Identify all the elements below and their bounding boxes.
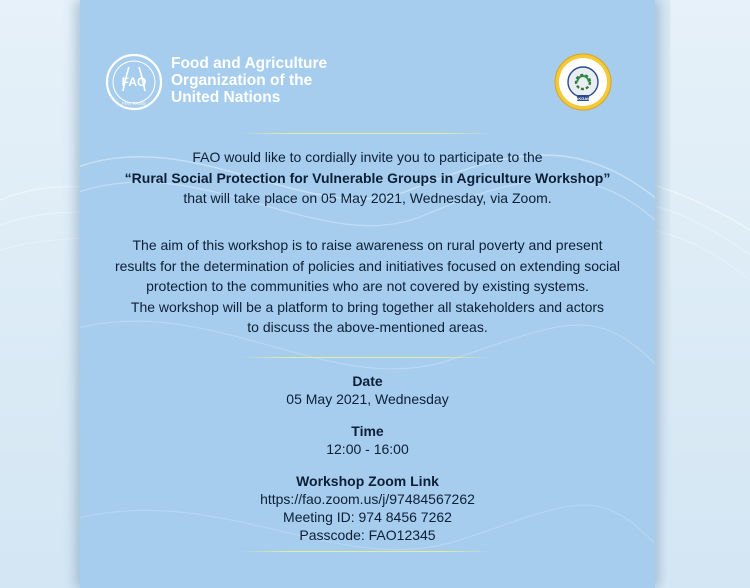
svg-text:AKGAM: AKGAM — [575, 96, 591, 101]
zoom-link-url[interactable]: https://fao.zoom.us/j/97484567262 — [260, 491, 475, 507]
aim-line-2: results for the determination of policies and initiatives focused on extending social — [114, 257, 621, 274]
invitation-line-3: that will take place on 05 May 2021, Wednesday, via Zoom. — [183, 190, 552, 206]
svg-text:FIAT PANIS: FIAT PANIS — [122, 101, 146, 106]
separator-middle — [240, 357, 492, 358]
org-name-line-2: Organization of the — [171, 72, 313, 89]
separator-bottom — [240, 551, 492, 552]
org-name-line-3: United Nations — [171, 89, 281, 106]
date-label: Date — [352, 373, 383, 389]
workshop-title: “Rural Social Protection for Vulnerable Groups in Agriculture Workshop” — [124, 169, 611, 186]
org-name-line-1: Food and Agriculture — [171, 55, 328, 72]
fao-logo — [105, 53, 163, 111]
passcode: Passcode: FAO12345 — [299, 527, 436, 543]
right-background-panel — [670, 0, 750, 588]
meeting-id: Meeting ID: 974 8456 7262 — [283, 509, 452, 525]
left-background-panel — [0, 0, 80, 588]
invitation-text — [80, 147, 655, 209]
svg-text:FAO: FAO — [121, 75, 147, 89]
separator-top — [240, 133, 492, 134]
organization-name — [171, 55, 327, 106]
ankara-university-logo — [553, 52, 613, 112]
date-section — [80, 372, 655, 408]
aim-line-3: protection to the communities who are not covered by existing systems. — [146, 278, 589, 294]
time-section — [80, 422, 655, 458]
aim-line-4: The workshop will be a platform to bring together all stakeholders and actors — [130, 298, 605, 315]
invitation-line-1: FAO would like to cordially invite you to participate to the — [192, 149, 543, 165]
aim-line-1: The aim of this workshop is to raise awareness on rural poverty and present — [132, 237, 603, 253]
zoom-link-label: Workshop Zoom Link — [296, 473, 439, 489]
date-value: 05 May 2021, Wednesday — [286, 391, 449, 407]
aim-line-5: to discuss the above-mentioned areas. — [247, 319, 488, 335]
zoom-section — [80, 472, 655, 544]
workshop-aim-text — [80, 235, 655, 338]
time-label: Time — [351, 423, 384, 439]
time-value: 12:00 - 16:00 — [326, 441, 409, 457]
